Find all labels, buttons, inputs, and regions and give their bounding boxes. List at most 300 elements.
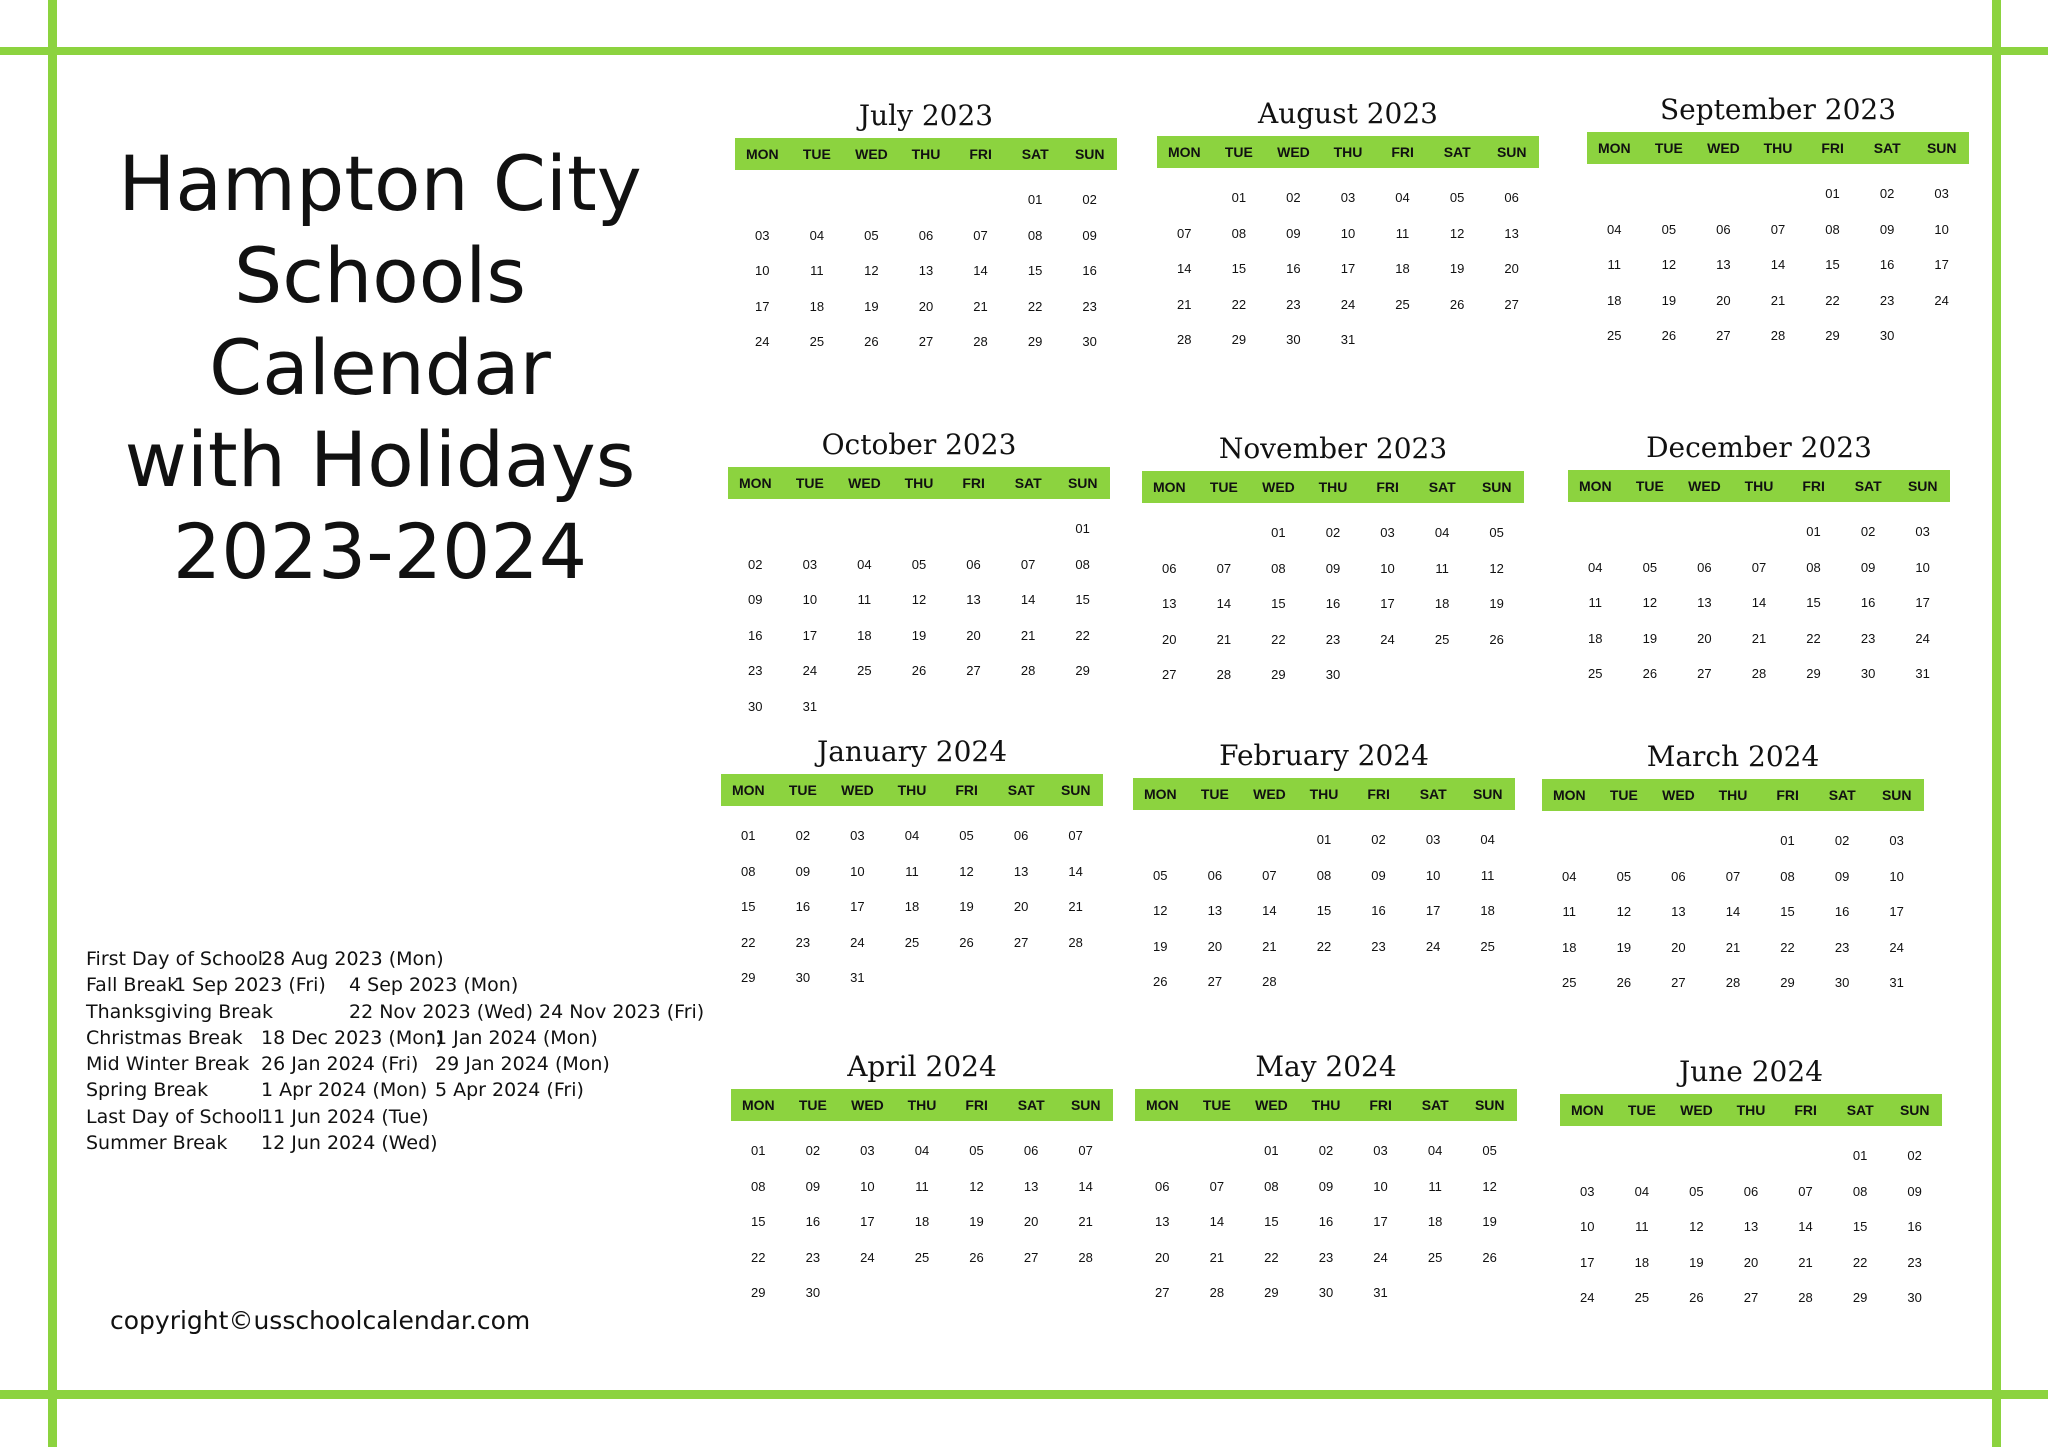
month-title: July 2023 [858, 99, 994, 132]
weekday-label: MON [1145, 1097, 1179, 1113]
weekday-label: FRI [1367, 786, 1390, 802]
day-cell: 30 [795, 970, 811, 985]
day-cell: 06 [1697, 559, 1712, 575]
day-cell: 17 [860, 1214, 875, 1229]
day-cell: 15 [1825, 257, 1840, 272]
day-cell: 05 [1616, 868, 1632, 884]
day-cell: 21 [1078, 1214, 1093, 1229]
day-cell: 02 [1879, 186, 1895, 201]
weekday-label: MON [1597, 140, 1631, 156]
day-grid [728, 499, 1110, 724]
day-cell: 03 [860, 1143, 875, 1158]
weekday-label: THU [1318, 479, 1348, 495]
day-cell: 02 [748, 556, 763, 572]
day-cell: 19 [1642, 630, 1658, 646]
day-cell: 23 [1286, 296, 1301, 312]
day-cell: 25 [1395, 296, 1410, 312]
weekday-label: FRI [969, 146, 992, 162]
day-cell: 30 [1082, 334, 1097, 349]
day-cell: 13 [1671, 904, 1686, 919]
empty-day-cell [1696, 176, 1751, 212]
day-cell: 13 [966, 592, 981, 607]
weekday-label: THU [1763, 140, 1793, 156]
day-cell: 07 [1177, 225, 1192, 241]
day-cell: 19 [1153, 938, 1168, 954]
weekday-header [1133, 778, 1515, 810]
day-cell: 17 [1425, 903, 1441, 918]
day-grid [1568, 502, 1950, 692]
day-cell: 08 [1852, 1183, 1868, 1199]
day-cell: 04 [1427, 1143, 1443, 1158]
empty-day-cell [790, 182, 845, 218]
day-cell: 12 [911, 592, 927, 607]
frame-right-line [1992, 0, 2001, 1447]
empty-day-cell [783, 511, 838, 547]
day-cell: 17 [1373, 1214, 1388, 1229]
weekday-label: THU [904, 475, 934, 491]
weekday-label: WED [1662, 787, 1695, 803]
weekday-label: SUN [1496, 144, 1527, 160]
day-cell: 23 [1860, 630, 1876, 646]
day-cell: 17 [802, 627, 818, 643]
day-cell: 12 [959, 863, 974, 879]
holiday-start: 1 Apr 2024 (Mon) [261, 1079, 428, 1102]
day-cell: 26 [1153, 974, 1168, 989]
day-cell: 08 [1825, 221, 1840, 237]
day-cell: 11 [1480, 867, 1495, 883]
weekday-label: SUN [1070, 1097, 1101, 1113]
holiday-name: Summer Break [86, 1132, 228, 1155]
empty-day-cell [1669, 1138, 1724, 1174]
weekday-label: TUE [1200, 786, 1229, 802]
weekday-label: THU [897, 782, 927, 798]
day-cell: 29 [1806, 666, 1821, 681]
day-cell: 19 [1482, 1214, 1497, 1229]
day-cell: 26 [959, 934, 974, 950]
weekday-header [721, 774, 1103, 806]
day-cell: 30 [1907, 1290, 1922, 1305]
day-cell: 17 [1889, 904, 1904, 919]
weekday-header [1142, 471, 1524, 503]
weekday-label: MON [1152, 479, 1186, 495]
month-title: May 2024 [1255, 1050, 1397, 1083]
weekday-label: SUN [1881, 787, 1912, 803]
day-cell: 23 [748, 663, 763, 678]
day-cell: 18 [1395, 261, 1410, 276]
weekday-header [1587, 132, 1969, 164]
day-cell: 10 [1373, 1178, 1388, 1194]
day-cell: 11 [1428, 1178, 1442, 1194]
empty-day-cell [1133, 822, 1188, 858]
day-cell: 28 [973, 334, 988, 349]
day-cell: 15 [1852, 1219, 1868, 1234]
day-cell: 24 [1889, 939, 1904, 955]
weekday-label: TUE [1627, 1102, 1656, 1118]
day-cell: 28 [1020, 663, 1036, 678]
day-cell: 16 [1834, 904, 1850, 919]
day-cell: 28 [1078, 1249, 1093, 1265]
day-cell: 11 [1435, 560, 1449, 576]
weekday-label: MON [745, 146, 779, 162]
holiday-name: First Day of School [86, 948, 264, 970]
day-cell: 07 [973, 227, 988, 243]
day-cell: 09 [795, 863, 811, 879]
day-cell: 16 [795, 899, 811, 914]
day-cell: 04 [1562, 868, 1577, 884]
day-cell: 13 [1504, 225, 1519, 241]
day-cell: 26 [1642, 666, 1658, 681]
day-cell: 12 [1482, 1178, 1497, 1194]
day-cell: 29 [1271, 667, 1286, 682]
day-cell: 11 [905, 863, 919, 879]
day-cell: 09 [805, 1178, 821, 1194]
day-cell: 20 [1207, 938, 1223, 954]
day-cell: 21 [1262, 938, 1277, 954]
day-cell: 21 [1725, 939, 1741, 955]
day-cell: 18 [1427, 1214, 1443, 1229]
frame-top-line [0, 47, 2048, 55]
weekday-label: SAT [1846, 1102, 1874, 1118]
day-cell: 09 [1286, 225, 1301, 241]
day-cell: 19 [864, 298, 879, 314]
empty-day-cell [1778, 1138, 1833, 1174]
day-cell: 16 [1860, 595, 1876, 610]
day-cell: 27 [1023, 1249, 1039, 1265]
day-cell: 16 [1082, 263, 1097, 278]
day-cell: 02 [1371, 832, 1386, 847]
day-cell: 01 [741, 828, 756, 843]
day-cell: 23 [1318, 1249, 1334, 1265]
day-cell: 23 [1907, 1254, 1922, 1270]
day-cell: 16 [1318, 1214, 1334, 1229]
holiday-start: 26 Jan 2024 (Fri) [261, 1053, 419, 1076]
day-cell: 02 [1834, 833, 1850, 848]
month-title: September 2023 [1659, 93, 1897, 126]
day-cell: 16 [1371, 903, 1386, 918]
day-cell: 08 [1231, 225, 1247, 241]
day-cell: 06 [1155, 1178, 1170, 1194]
weekday-label: SAT [1017, 1097, 1045, 1113]
day-cell: 04 [809, 227, 825, 243]
day-cell: 30 [805, 1285, 821, 1300]
weekday-label: FRI [1391, 144, 1414, 160]
day-cell: 22 [751, 1249, 766, 1265]
day-grid [1542, 811, 1924, 1001]
weekday-header [731, 1089, 1113, 1121]
day-cell: 04 [1480, 832, 1495, 847]
title-line: Schools Calendar [209, 231, 551, 412]
day-cell: 28 [1216, 667, 1232, 682]
day-cell: 01 [1231, 190, 1247, 205]
empty-day-cell [1677, 514, 1732, 550]
weekday-label: TUE [1609, 787, 1638, 803]
weekday-label: FRI [1794, 1102, 1817, 1118]
day-cell: 27 [1716, 328, 1731, 343]
day-grid [1157, 168, 1539, 358]
day-cell: 08 [1806, 559, 1821, 575]
day-cell: 17 [1580, 1254, 1595, 1270]
empty-day-cell [837, 511, 892, 547]
weekday-label: FRI [1369, 1097, 1392, 1113]
day-cell: 06 [1162, 560, 1177, 576]
weekday-label: SUN [1067, 475, 1098, 491]
day-cell: 08 [751, 1178, 766, 1194]
day-cell: 06 [1504, 190, 1519, 205]
weekday-label: THU [1311, 1097, 1341, 1113]
day-cell: 10 [1915, 559, 1930, 575]
day-cell: 05 [1153, 867, 1168, 883]
holiday-start: 28 Aug 2023 (Mon) [261, 948, 444, 970]
day-cell: 19 [911, 627, 927, 643]
day-cell: 16 [1879, 257, 1895, 272]
day-cell: 16 [1286, 261, 1301, 276]
day-cell: 18 [1562, 939, 1577, 955]
day-cell: 11 [810, 263, 824, 278]
month-title: October 2023 [821, 428, 1017, 461]
day-cell: 11 [857, 592, 872, 607]
day-cell: 20 [918, 298, 934, 314]
day-cell: 12 [1616, 904, 1632, 919]
day-cell: 01 [1825, 186, 1840, 201]
weekday-label: WED [1255, 1097, 1288, 1113]
day-cell: 04 [857, 556, 872, 572]
day-cell: 14 [1725, 904, 1741, 919]
day-cell: 07 [1770, 221, 1786, 237]
day-cell: 15 [1780, 904, 1795, 919]
day-cell: 31 [802, 698, 818, 714]
weekday-label: TUE [802, 146, 831, 162]
weekday-label: SUN [1074, 146, 1105, 162]
day-cell: 02 [1286, 190, 1301, 205]
day-cell: 20 [1504, 261, 1519, 276]
day-cell: 25 [1434, 631, 1450, 647]
empty-day-cell [1135, 1133, 1190, 1169]
day-cell: 06 [918, 227, 934, 243]
day-cell: 30 [1286, 332, 1301, 347]
day-cell: 21 [1216, 631, 1232, 647]
day-cell: 05 [1642, 559, 1658, 575]
day-cell: 08 [1027, 227, 1043, 243]
day-cell: 13 [1716, 257, 1731, 272]
day-cell: 05 [911, 556, 927, 572]
weekday-label: SUN [1481, 479, 1512, 495]
day-cell: 27 [1155, 1285, 1170, 1300]
day-cell: 20 [1013, 899, 1029, 914]
empty-day-cell [1560, 1138, 1615, 1174]
day-cell: 15 [1231, 261, 1247, 276]
day-cell: 27 [1207, 974, 1223, 989]
day-cell: 26 [864, 334, 879, 349]
day-cell: 05 [959, 828, 974, 843]
weekday-label: TUE [1209, 479, 1238, 495]
day-cell: 21 [1020, 627, 1036, 643]
day-cell: 30 [1834, 975, 1850, 990]
day-cell: 24 [1580, 1290, 1595, 1305]
day-cell: 02 [1907, 1148, 1922, 1163]
day-cell: 29 [1264, 1285, 1279, 1300]
empty-day-cell [1597, 823, 1652, 859]
day-cell: 08 [1075, 556, 1090, 572]
month-march-2024 [1542, 739, 1924, 1001]
day-cell: 17 [850, 899, 865, 914]
day-cell: 10 [1889, 868, 1904, 884]
day-cell: 20 [1023, 1214, 1039, 1229]
day-cell: 25 [1634, 1290, 1650, 1305]
day-cell: 22 [1264, 1249, 1279, 1265]
month-title: August 2023 [1258, 97, 1438, 130]
day-cell: 28 [1209, 1285, 1225, 1300]
day-cell: 05 [864, 227, 879, 243]
day-cell: 12 [1661, 257, 1677, 272]
title-line: 2023-2024 [172, 507, 588, 596]
day-cell: 21 [1068, 899, 1083, 914]
day-cell: 15 [1271, 596, 1286, 611]
month-title: March 2024 [1646, 740, 1820, 773]
day-cell: 09 [1318, 1178, 1334, 1194]
holiday-start: 12 Jun 2024 (Wed) [261, 1132, 438, 1155]
weekday-label: SAT [1421, 1097, 1449, 1113]
day-cell: 07 [1262, 867, 1277, 883]
day-grid [721, 806, 1103, 996]
day-cell: 03 [1934, 186, 1949, 201]
day-cell: 22 [1075, 627, 1090, 643]
day-cell: 06 [1716, 221, 1731, 237]
day-cell: 17 [1934, 257, 1949, 272]
weekday-label: WED [855, 146, 888, 162]
weekday-label: THU [1333, 144, 1363, 160]
day-cell: 13 [1155, 1214, 1170, 1229]
day-cell: 03 [1580, 1183, 1595, 1199]
day-cell: 09 [1371, 867, 1386, 883]
day-cell: 23 [1834, 939, 1850, 955]
month-title: January 2024 [816, 735, 1008, 768]
day-cell: 11 [1588, 595, 1603, 610]
day-cell: 22 [1780, 939, 1795, 955]
day-cell: 19 [969, 1214, 984, 1229]
day-cell: 01 [1780, 833, 1795, 848]
weekday-label: SAT [1014, 475, 1042, 491]
day-cell: 01 [1264, 1143, 1279, 1158]
day-cell: 12 [864, 263, 879, 278]
day-cell: 12 [1449, 225, 1465, 241]
day-cell: 26 [911, 663, 927, 678]
day-cell: 14 [1798, 1219, 1813, 1234]
day-grid [1135, 1121, 1517, 1311]
day-cell: 22 [1271, 631, 1286, 647]
day-cell: 07 [1209, 1178, 1225, 1194]
weekday-label: TUE [1635, 478, 1664, 494]
day-cell: 15 [741, 899, 756, 914]
day-cell: 01 [1075, 521, 1090, 536]
empty-day-cell [1623, 514, 1678, 550]
day-cell: 01 [1316, 832, 1332, 847]
day-cell: 11 [1607, 257, 1622, 272]
weekday-label: FRI [1376, 479, 1399, 495]
month-title: November 2023 [1218, 432, 1448, 465]
empty-day-cell [1706, 823, 1761, 859]
day-cell: 30 [1325, 667, 1341, 682]
day-cell: 17 [1380, 596, 1395, 611]
day-cell: 22 [1806, 630, 1821, 646]
day-cell: 19 [1661, 292, 1677, 308]
day-cell: 14 [1770, 257, 1786, 272]
day-cell: 20 [1162, 631, 1177, 647]
empty-day-cell [1651, 823, 1706, 859]
weekday-label: FRI [965, 1097, 988, 1113]
day-cell: 24 [1380, 631, 1395, 647]
day-cell: 05 [1661, 221, 1677, 237]
weekday-header [1568, 470, 1950, 502]
month-december-2023 [1568, 430, 1950, 692]
weekday-label: TUE [1202, 1097, 1231, 1113]
day-cell: 22 [1316, 938, 1332, 954]
day-cell: 01 [1852, 1148, 1868, 1163]
month-july-2023 [735, 98, 1117, 360]
day-cell: 08 [1316, 867, 1332, 883]
day-cell: 04 [1634, 1183, 1650, 1199]
month-november-2023 [1142, 431, 1524, 693]
frame-bottom-line [0, 1390, 2048, 1399]
empty-day-cell [1157, 180, 1212, 216]
day-cell: 20 [966, 627, 981, 643]
day-cell: 26 [1449, 296, 1465, 312]
month-september-2023 [1587, 92, 1969, 354]
day-cell: 07 [1798, 1183, 1813, 1199]
weekday-label: TUE [795, 475, 824, 491]
day-cell: 14 [1751, 595, 1767, 610]
weekday-label: FRI [955, 782, 978, 798]
day-cell: 07 [1216, 560, 1232, 576]
day-cell: 05 [1489, 525, 1504, 540]
day-cell: 19 [959, 899, 974, 914]
day-cell: 10 [860, 1178, 875, 1194]
weekday-label: SAT [1021, 146, 1049, 162]
day-cell: 01 [1806, 524, 1821, 539]
day-cell: 14 [1068, 863, 1083, 879]
day-cell: 25 [914, 1249, 930, 1265]
day-cell: 30 [1879, 328, 1895, 343]
day-cell: 20 [1671, 939, 1686, 955]
empty-day-cell [1188, 822, 1243, 858]
day-cell: 09 [1834, 868, 1850, 884]
month-april-2024 [731, 1049, 1113, 1311]
day-cell: 25 [1480, 938, 1495, 954]
weekday-label: MON [1167, 144, 1201, 160]
day-cell: 09 [1879, 221, 1895, 237]
day-cell: 19 [1616, 939, 1632, 955]
day-cell: 29 [751, 1285, 766, 1300]
day-cell: 20 [1716, 292, 1731, 308]
day-cell: 09 [748, 592, 763, 607]
weekday-label: WED [1688, 478, 1721, 494]
empty-day-cell [953, 182, 1008, 218]
day-cell: 31 [1889, 975, 1904, 990]
day-cell: 21 [1177, 296, 1192, 312]
weekday-label: TUE [798, 1097, 827, 1113]
day-cell: 21 [1209, 1249, 1225, 1265]
day-cell: 18 [857, 627, 872, 643]
day-cell: 09 [1907, 1183, 1922, 1199]
weekday-label: SUN [1907, 478, 1938, 494]
day-cell: 15 [1027, 263, 1043, 278]
day-cell: 10 [755, 263, 770, 278]
holiday-name: Christmas Break [86, 1026, 243, 1049]
weekday-label: SAT [1007, 782, 1035, 798]
empty-day-cell [899, 182, 954, 218]
day-cell: 12 [1153, 903, 1168, 918]
weekday-label: WED [1277, 144, 1310, 160]
day-cell: 02 [1860, 524, 1876, 539]
